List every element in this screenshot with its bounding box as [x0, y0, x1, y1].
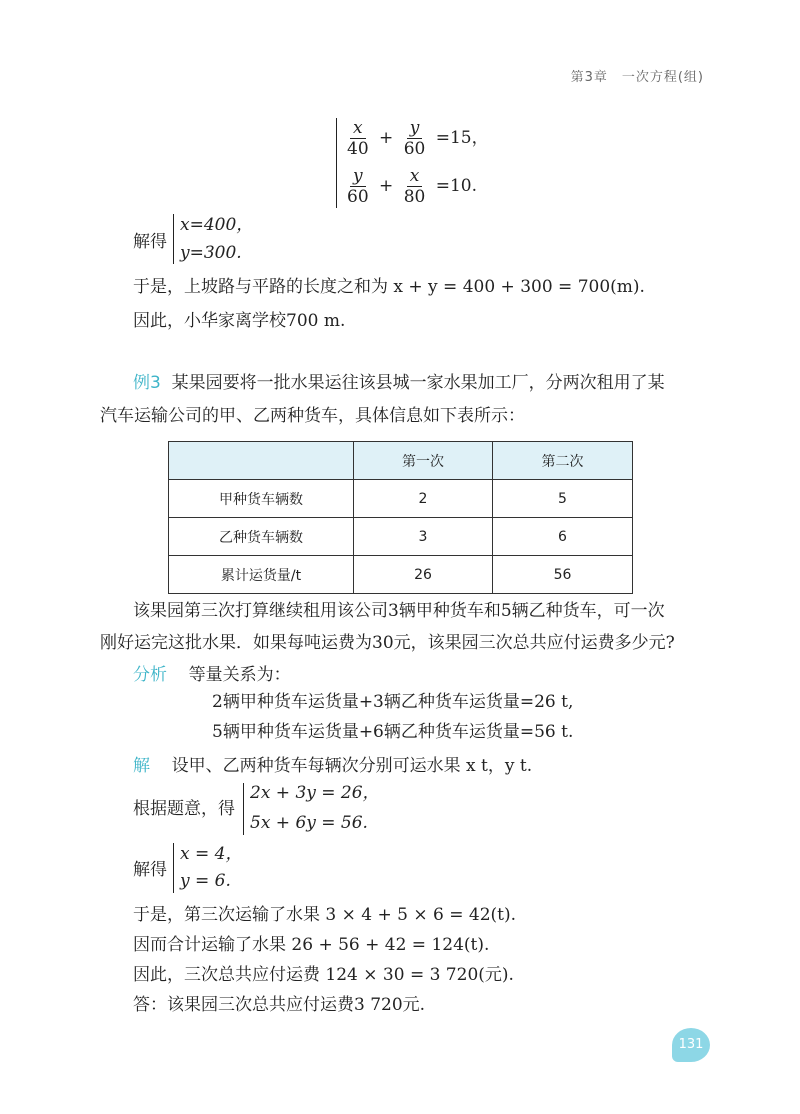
solution-line: x=400， [180, 215, 254, 235]
text-line: 该果园第三次打算继续租用该公司3辆甲种货车和5辆乙种货车，可一次 [133, 601, 665, 621]
solution-label: 解得 [133, 232, 167, 252]
text-line: 于是，上坡路与平路的长度之和为 x + y = 400 + 300 = 700(m). [133, 277, 645, 297]
table-header-cell [169, 442, 354, 480]
analysis-tag: 分析 [133, 665, 167, 685]
text-line: 因而合计运输了水果 26 + 56 + 42 = 124(t). [133, 935, 490, 955]
page-number-badge: 131 [672, 1028, 710, 1062]
analysis-eq: 2辆甲种货车运货量+3辆乙种货车运货量=26 t, [212, 692, 574, 712]
example-tag: 例3 [133, 373, 161, 393]
chapter-header: 第3章 一次方程(组) [570, 70, 704, 85]
text-line: 因此，小华家离学校700 m. [133, 311, 346, 331]
answer-line: 答：该果园三次总共应付运费3 720元. [133, 995, 426, 1015]
table-header-cell: 第一次 [354, 442, 493, 480]
table-cell: 56 [493, 556, 633, 594]
solution-tag: 解 [133, 756, 150, 776]
table-cell: 26 [354, 556, 493, 594]
equation-row: $\frac{y}{60}$ + $\frac{x}{80}$ =10. [347, 166, 478, 207]
solution-line: y=300. [180, 243, 242, 263]
table-header-row [169, 442, 633, 480]
table-cell: 3 [354, 518, 493, 556]
table-cell: 5 [493, 480, 633, 518]
solution-brace [173, 843, 174, 893]
text-line: 因此，三次总共应付运费 124 × 30 = 3 720(元). [133, 965, 514, 985]
table-cell: 2 [354, 480, 493, 518]
text-line: 于是，第三次运输了水果 3 × 4 + 5 × 6 = 42(t). [133, 905, 517, 925]
table-cell: 累计运货量/t [169, 556, 354, 594]
table-row [169, 480, 633, 518]
table-header-cell: 第二次 [493, 442, 633, 480]
table-row [169, 518, 633, 556]
solution-brace [173, 214, 174, 264]
table-cell: 甲种货车辆数 [169, 480, 354, 518]
solved-label: 解得 [133, 860, 167, 880]
table-row [169, 556, 633, 594]
system-brace [336, 118, 337, 208]
data-table [168, 441, 633, 594]
system-brace [243, 783, 244, 835]
solution-setup: 解 设甲、乙两种货车每辆次分别可运水果 x t，y t. [133, 756, 533, 776]
solution-line: y = 6. [180, 871, 231, 891]
system-line: 2x + 3y = 26， [250, 783, 380, 803]
solution-line: x = 4， [180, 844, 243, 864]
example-line: 例3 某果园要将一批水果运往该县城一家水果加工厂，分两次租用了某 [133, 373, 665, 393]
system-label: 根据题意，得 [133, 799, 235, 819]
table-cell: 6 [493, 518, 633, 556]
system-line: 5x + 6y = 56. [250, 813, 368, 833]
equation-row: $\frac{x}{40}$ + $\frac{y}{60}$ =15， [347, 118, 489, 159]
analysis-eq: 5辆甲种货车运货量+6辆乙种货车运货量=56 t. [212, 722, 574, 742]
table-cell: 乙种货车辆数 [169, 518, 354, 556]
text-line: 刚好运完这批水果．如果每吨运费为30元，该果园三次总共应付运费多少元? [100, 633, 675, 653]
analysis-line: 分析 等量关系为： [133, 665, 291, 685]
text-line: 汽车运输公司的甲、乙两种货车，具体信息如下表所示： [100, 406, 525, 426]
